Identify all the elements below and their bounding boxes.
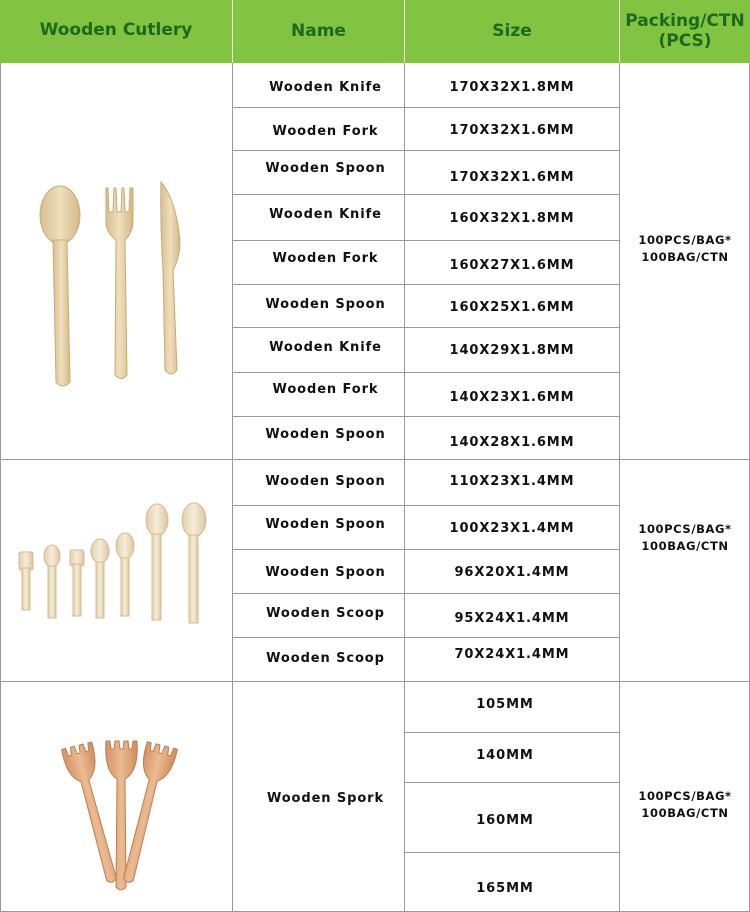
g3-size-2: 140MM bbox=[476, 748, 534, 763]
g2-name-4: Wooden Scoop bbox=[266, 606, 385, 621]
g3-packing-line2: 100BAG/CTN bbox=[641, 806, 729, 820]
g1-packing-line2: 100BAG/CTN bbox=[641, 250, 729, 264]
g1-size-8: 140X23X1.6MM bbox=[449, 390, 575, 405]
g1-name-7: Wooden Knife bbox=[269, 340, 382, 355]
g1-name-3: Wooden Spoon bbox=[265, 161, 386, 176]
g1-name-1: Wooden Knife bbox=[269, 80, 382, 95]
g1-size-6: 160X25X1.6MM bbox=[449, 300, 575, 315]
g2-packing-line2: 100BAG/CTN bbox=[641, 539, 729, 553]
g1-name-9: Wooden Spoon bbox=[265, 427, 386, 442]
g1-packing-line1: 100PCS/BAG* bbox=[638, 233, 732, 247]
g2-packing-line1: 100PCS/BAG* bbox=[638, 522, 732, 536]
g3-packing-line1: 100PCS/BAG* bbox=[638, 789, 732, 803]
g2-size-1: 110X23X1.4MM bbox=[449, 474, 575, 489]
g1-size-9: 140X28X1.6MM bbox=[449, 435, 575, 450]
g1-packing bbox=[620, 232, 750, 266]
g2-size-5: 70X24X1.4MM bbox=[454, 647, 570, 662]
g2-name-5: Wooden Scoop bbox=[266, 651, 385, 666]
g1-size-3: 170X32X1.6MM bbox=[449, 170, 575, 185]
wooden-sporks-image bbox=[60, 735, 180, 895]
mini-wooden-spoons-image bbox=[12, 500, 217, 628]
g1-name-2: Wooden Fork bbox=[272, 124, 379, 139]
g1-name-4: Wooden Knife bbox=[269, 207, 382, 222]
g2-packing bbox=[620, 521, 750, 555]
g1-name-6: Wooden Spoon bbox=[265, 297, 386, 312]
header-name: Name bbox=[291, 21, 346, 41]
header-packing-line1: Packing/CTN bbox=[625, 11, 745, 31]
g3-name: Wooden Spork bbox=[266, 791, 385, 806]
g3-packing bbox=[620, 788, 750, 822]
g3-size-1: 105MM bbox=[476, 697, 534, 712]
header-wooden-cutlery: Wooden Cutlery bbox=[39, 20, 193, 40]
g2-size-4: 95X24X1.4MM bbox=[454, 611, 570, 626]
g2-name-1: Wooden Spoon bbox=[265, 474, 386, 489]
header-size: Size bbox=[492, 21, 532, 41]
g2-name-3: Wooden Spoon bbox=[265, 565, 386, 580]
g1-name-5: Wooden Fork bbox=[272, 251, 379, 266]
g1-name-8: Wooden Fork bbox=[272, 382, 379, 397]
g2-size-2: 100X23X1.4MM bbox=[449, 521, 575, 536]
g2-size-3: 96X20X1.4MM bbox=[454, 565, 570, 580]
header-packing bbox=[620, 6, 750, 56]
g3-size-4: 165MM bbox=[476, 881, 534, 896]
g1-size-2: 170X32X1.6MM bbox=[449, 123, 575, 138]
g2-name-2: Wooden Spoon bbox=[265, 517, 386, 532]
header-packing-line2: (PCS) bbox=[658, 31, 712, 51]
g1-size-1: 170X32X1.8MM bbox=[449, 80, 575, 95]
g1-size-7: 140X29X1.8MM bbox=[449, 343, 575, 358]
g3-size-3: 160MM bbox=[476, 813, 534, 828]
g1-size-5: 160X27X1.6MM bbox=[449, 258, 575, 273]
wooden-cutlery-set-image bbox=[30, 170, 190, 395]
g1-size-4: 160X32X1.8MM bbox=[449, 211, 575, 226]
